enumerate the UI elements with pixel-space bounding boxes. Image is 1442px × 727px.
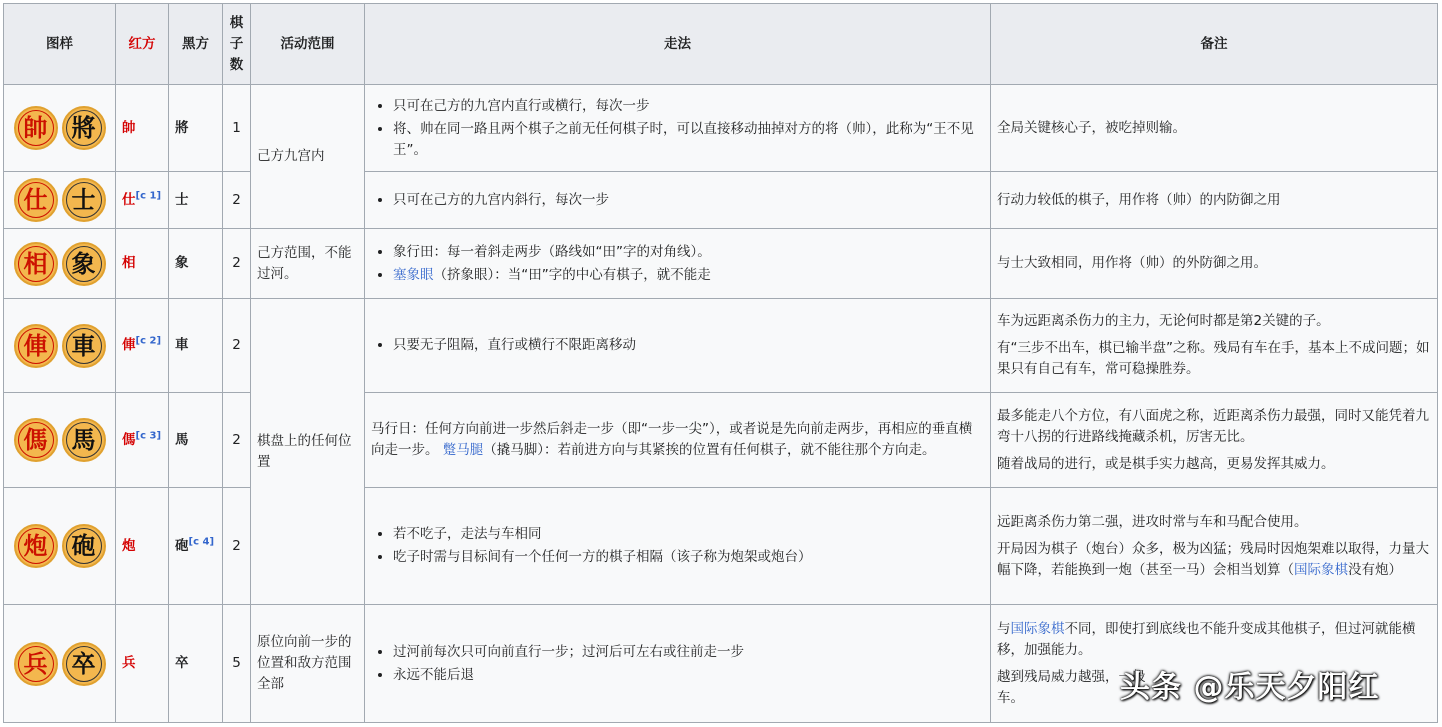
range-cell: 己方范围，不能过河。 — [251, 229, 365, 299]
piece-count: 2 — [223, 299, 251, 393]
citation-link[interactable]: [c 4] — [188, 536, 215, 547]
note-paragraph: 远距离杀伤力第二强，进攻时常与车和马配合使用。 — [997, 513, 1308, 530]
chess-link[interactable]: 国际象棋 — [1294, 561, 1348, 578]
note-paragraph: 随着战局的进行，或是棋手实力越高，更易发挥其威力。 — [997, 455, 1335, 472]
note-paragraph: 与国际象棋不同，即使打到底线也不能升变成其他棋子，但过河就能横移，加强能力。 — [997, 620, 1416, 658]
piece-images — [4, 85, 116, 172]
move-item: • 象行田：每一着斜走两步（路线如“田”字的对角线）。 — [393, 241, 984, 264]
watermark: 头条 @乐天夕阳红 — [1120, 670, 1380, 705]
move-item: • 只可在己方的九宫内直行或横行，每次一步 — [393, 95, 984, 118]
piece-red-icon: 炮 — [14, 524, 58, 568]
piece-black-icon: 卒 — [62, 642, 106, 686]
piece-images — [4, 229, 116, 299]
move-cell — [365, 229, 991, 299]
piece-black-icon: 士 — [62, 178, 106, 222]
saixiangyan-link[interactable]: 塞象眼 — [393, 266, 434, 283]
piece-red-icon: 帥 — [14, 106, 58, 150]
header-black: 黑方 — [169, 4, 223, 85]
move-cell — [365, 299, 991, 393]
black-name: 士 — [169, 172, 223, 229]
move-item: • 若不吃子，走法与车相同 — [393, 523, 984, 546]
black-name: 將 — [169, 85, 223, 172]
black-name: 砲[c 4] — [169, 488, 223, 605]
piece-count: 2 — [223, 488, 251, 605]
header-pattern: 图样 — [4, 4, 116, 85]
red-name: 相 — [116, 229, 169, 299]
piece-count: 2 — [223, 229, 251, 299]
piece-count: 1 — [223, 85, 251, 172]
header-move: 走法 — [365, 4, 991, 85]
move-cell — [365, 172, 991, 229]
note-cell — [991, 393, 1438, 488]
piece-red-icon: 兵 — [14, 642, 58, 686]
move-cell — [365, 488, 991, 605]
note-paragraph: 最多能走八个方位，有八面虎之称，近距离杀伤力最强，同时又能凭着九弯十八拐的行进路线掩藏杀机，厉害无比。 — [997, 407, 1429, 445]
black-name: 象 — [169, 229, 223, 299]
move-cell: 马行日：任何方向前进一步然后斜走一步（即“一步一尖”），或者说是先向前走两步，再相应的垂直横向走一步。 蹩马腿（撬马脚）：若前进方向与其紧挨的位置有任何棋子，就不能往那个方向走。 — [365, 393, 991, 488]
citation-link[interactable]: [c 2] — [135, 335, 162, 347]
piece-images — [4, 172, 116, 229]
note-paragraph: 开局因为棋子（炮台）众多，极为凶猛；残局时因炮架难以取得，力量大幅下降，若能换到一炮（甚至一马）会相当划算（国际象棋没有炮） — [997, 540, 1429, 578]
header-count: 棋子数 — [223, 4, 251, 85]
table-row — [4, 299, 1438, 393]
range-cell: 己方九宫内 — [251, 85, 365, 229]
note-cell: 全局关键核心子，被吃掉则输。 — [991, 85, 1438, 172]
red-name: 俥[c 2] — [116, 299, 169, 393]
chess-link[interactable]: 国际象棋 — [1010, 620, 1065, 637]
move-item: • 吃子时需与目标间有一个任何一方的棋子相隔（该子称为炮架或炮台） — [393, 546, 984, 569]
red-name: 炮 — [116, 488, 169, 605]
piece-count: 5 — [223, 605, 251, 723]
red-name: 帥 — [116, 85, 169, 172]
red-name: 傌[c 3] — [116, 393, 169, 488]
piece-count: 2 — [223, 172, 251, 229]
table-row — [4, 488, 1438, 605]
citation-link[interactable]: [c 3] — [135, 430, 162, 441]
header-note: 备注 — [991, 4, 1438, 85]
black-name: 卒 — [169, 605, 223, 723]
table-row — [4, 393, 1438, 488]
citation-link[interactable]: [c 1] — [135, 190, 162, 201]
black-name: 馬 — [169, 393, 223, 488]
note-paragraph: 有“三步不出车，棋已输半盘”之称。残局有车在手，基本上不成问题；如果只有自己有车，常可稳操胜券。 — [997, 340, 1430, 377]
range-cell: 原位向前一步的位置和敌方范围全部 — [251, 605, 365, 723]
header-range: 活动范围 — [251, 4, 365, 85]
piece-black-icon: 馬 — [62, 418, 106, 462]
table-row — [4, 229, 1438, 299]
piece-black-icon: 象 — [62, 242, 106, 286]
piece-red-icon: 傌 — [14, 418, 58, 462]
black-name: 車 — [169, 299, 223, 393]
move-item: • 只可在己方的九宫内斜行，每次一步 — [393, 189, 984, 212]
note-cell: 行动力较低的棋子，用作将（帅）的内防御之用 — [991, 172, 1438, 229]
move-item: • 过河前每次只可向前直行一步；过河后可左右或往前走一步 — [393, 641, 984, 664]
move-cell — [365, 85, 991, 172]
note-cell — [991, 299, 1438, 393]
piece-count: 2 — [223, 393, 251, 488]
piece-red-icon: 相 — [14, 242, 58, 286]
move-cell — [365, 605, 991, 723]
move-item: • 塞象眼（挤象眼）：当“田”字的中心有棋子，就不能走 — [393, 264, 984, 287]
table-row — [4, 85, 1438, 172]
note-paragraph: 车为远距离杀伤力的主力，无论何时都是第2关键的子。 — [997, 313, 1330, 329]
biematui-link[interactable]: 蹩马腿 — [442, 442, 484, 458]
note-paragraph: 越到残局威力越强，一般 车。 — [997, 668, 1146, 706]
piece-images — [4, 605, 116, 723]
piece-red-icon: 俥 — [14, 324, 58, 368]
note-cell — [991, 488, 1438, 605]
red-name: 仕[c 1] — [116, 172, 169, 229]
move-item: • 只要无子阻隔，直行或横行不限距离移动 — [393, 334, 984, 357]
move-item: • 永远不能后退 — [393, 664, 984, 687]
move-item: • 将、帅在同一路且两个棋子之前无任何棋子时，可以直接移动抽掉对方的将（帅），此称为“王不见王”。 — [393, 118, 984, 162]
red-name: 兵 — [116, 605, 169, 723]
piece-images — [4, 488, 116, 605]
piece-red-icon: 仕 — [14, 178, 58, 222]
piece-black-icon: 砲 — [62, 524, 106, 568]
piece-black-icon: 將 — [62, 106, 106, 150]
piece-images — [4, 299, 116, 393]
header-red: 红方 — [116, 4, 169, 85]
range-cell: 棋盘上的任何位置 — [251, 299, 365, 605]
piece-black-icon: 車 — [62, 324, 106, 368]
table-row — [4, 172, 1438, 229]
piece-images — [4, 393, 116, 488]
note-cell: 与士大致相同，用作将（帅）的外防御之用。 — [991, 229, 1438, 299]
xiangqi-pieces-table — [3, 3, 1438, 723]
